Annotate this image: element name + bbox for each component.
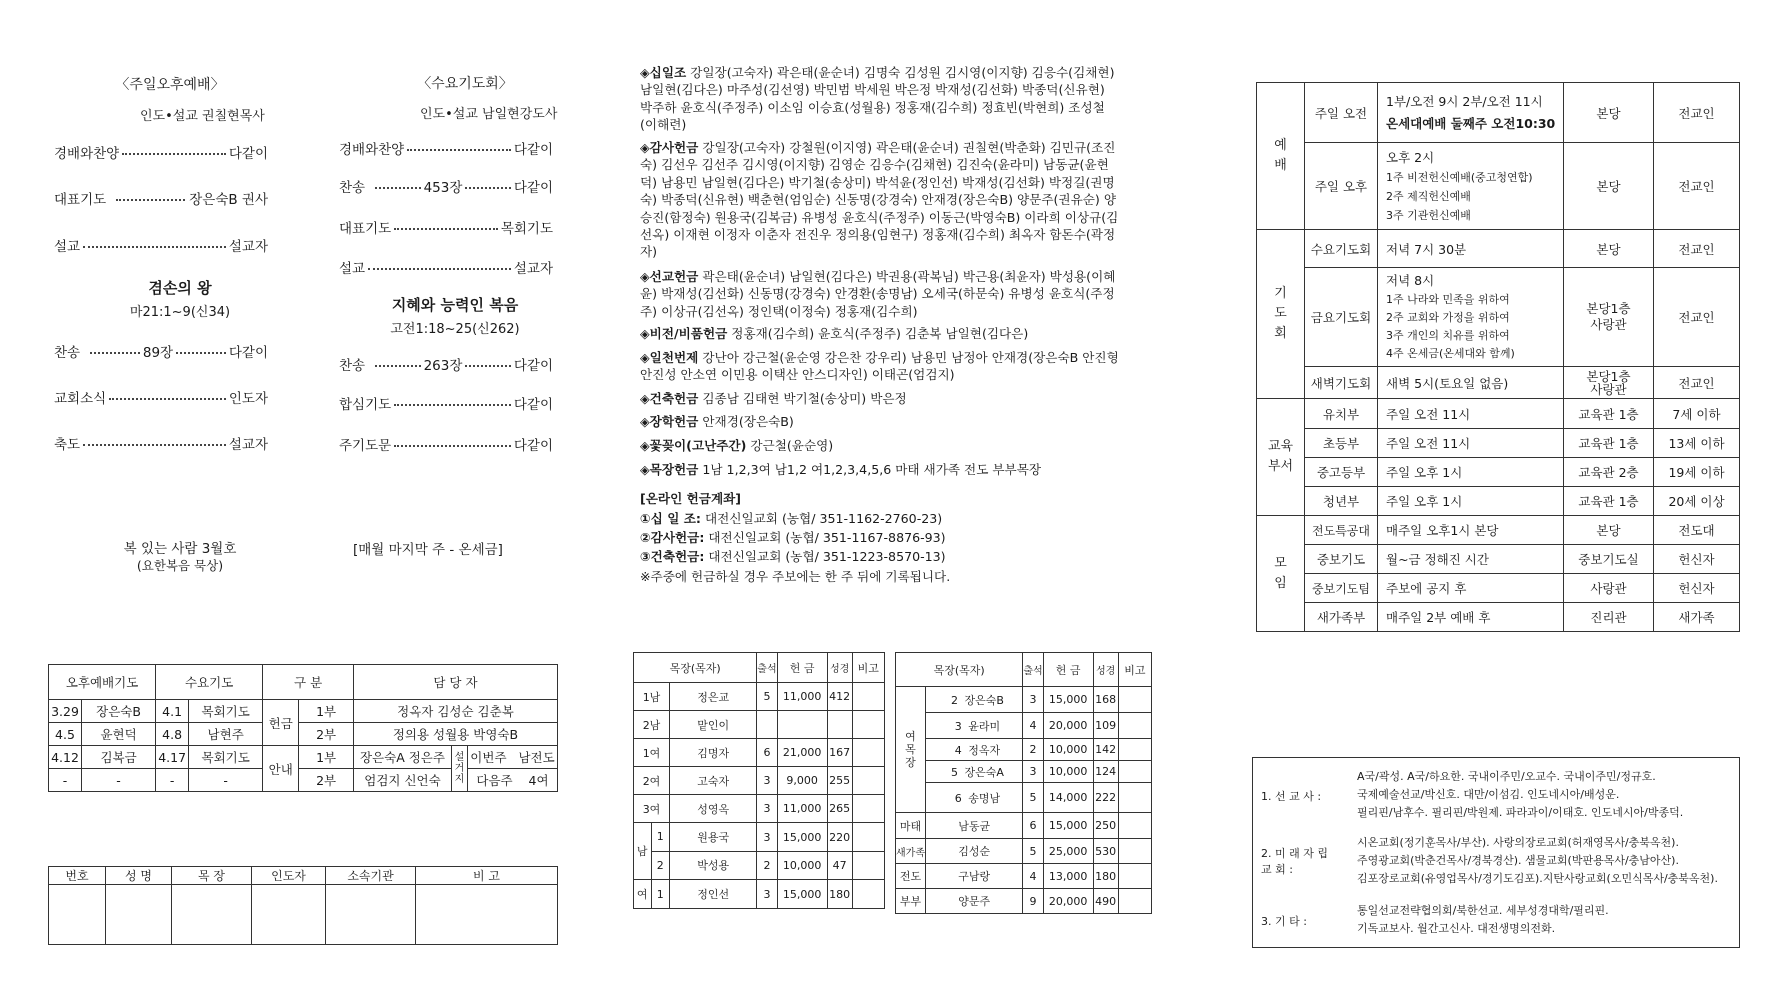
wednesday-row-hymn2: 찬송 263장 다같이 (339, 358, 553, 374)
missions-label-3: 3. 기 타 : (1261, 915, 1307, 928)
blessed-title: 복 있는 사람 3월호 (123, 541, 237, 557)
offering-vision: ◈비전/비품헌금 정홍재(김수희) 윤호식(주정주) 김춘복 남일현(김다은) (640, 326, 1029, 341)
wednesday-row-sermon: 설교 설교자 (339, 261, 553, 277)
online-account-3: ③건축헌금: 대전신일교회 (농협/ 351-1223-8570-13) (640, 549, 946, 564)
online-account-2: ②감사헌금: 대전신일교회 (농협/ 351-1167-8876-93) (640, 530, 946, 545)
missions-box (1252, 757, 1740, 948)
wednesday-title: 〈수요기도회〉 (417, 76, 513, 92)
sunday-pm-title: 〈주일오후예배〉 (115, 77, 225, 93)
online-account-1: ①십 일 조: 대전신일교회 (농협/ 351-1162-2760-23) (640, 511, 943, 526)
offering-thanks: ◈감사헌금 강일장(고숙자) 강철원(이지영) 곽은태(윤순녀) 권칠현(박춘화) 김민규(조진숙) 김선우 김선주 김시영(이지향) 김영순 김응수(김채현) 김진숙(윤라미) 남동균(윤현덕) 남용민 남일현(김다은) 박기철(송상미) 박석윤(정인선) 박재성(김선화) 박정길(권명숙) 박종덕(신유현) 백춘현(엄임순) 신동명(강경숙) 안재경(장은숙B) 양문주(권유순) 양승진(함정숙) 원용국(김복금) 유병성 윤호식(주정주) 이동근(박영숙B) 이라희 이상규(김선옥) 이재현 이정자 이춘자 전진우 정의용(임현구) 정홍재(김수희) 최옥자 함돈수(곽정자) (640, 140, 1119, 260)
sunday-pm-row-news: 교회소식 인도자 (54, 391, 268, 407)
sunday-pm-sermon-title: 겸손의 왕 (148, 279, 212, 297)
wednesday-leader: 인도•설교 남일현강도사 (420, 107, 558, 122)
missions-list-3: 통일선교전략협의회/북한선교. 세부성경대학/필리핀. 기독교보사. 월간고신사. 대전생명의전화. (1357, 904, 1609, 935)
offering-scholarship: ◈장학헌금 안재경(장은숙B) (640, 414, 794, 429)
month-end-note: [매월 마지막 주 - 온세금] (353, 542, 503, 558)
duty-table: 오후예배기도 수요기도 구 분 담 당 자 3.29 장은숙B 4.1 목회기도 헌금 1부 정옥자 김성순 김춘복 4.5 윤현덕 4.8 남현주 2부 정의용 성월용 박영숙B 4.12 김복금 4.17 목회기도 안내 1부 장은숙A 정은주 설거지 이번주 남전도 - - - - 2부 엄검지 신언숙 다음주 4여 (48, 664, 558, 792)
offering-one-per: ◈일천번제 강난아 강근철(윤순영 강은찬 강우리) 남용민 남정아 안재경(장은숙B 안진형 안진성 안소연 이민용 이택산 안스디자인) 이태곤(엄검지) (640, 350, 1119, 383)
sunday-pm-row-benediction: 축도 설교자 (54, 437, 268, 453)
online-title: [온라인 헌금계좌] (640, 491, 742, 506)
offering-tithe: ◈십일조 강일장(고숙자) 곽은태(윤순녀) 김명숙 김성원 김시영(이지향) 김응수(김채현) 남일현(김다은) 마주성(김선영) 박민범 박세원 박은정 박재성(김선화) 박종덕(신유현) 박주하 윤호식(주정주) 이소임 이승효(성월용) 정홍재(김수희) 정효빈(박현희) 조성철(이해련) (640, 65, 1115, 133)
offering-mission: ◈선교헌금 곽은태(윤순녀) 남일현(김다은) 박권용(곽복님) 박근용(최윤자) 박성용(이혜윤) 박재성(김선화) 신동명(강경숙) 안경환(송명남) 오세국(하문숙) 유병성 윤호식(주정주) 이상규(김선옥) 정인택(이정숙) 정홍재(김수희) (640, 269, 1116, 319)
wednesday-row-together: 합심기도 다같이 (339, 397, 553, 413)
schedule-table: 예 배 주일 오전 1부/오전 9시 2부/오전 11시 온세대예배 둘째주 오전10:30 본당 전교인 주일 오후 오후 2시 1주 비전헌신예배(중고청연합) 2주 제직헌신예배 3주 기관헌신예배 본당 전교인 기 도 회 수요기도회 저녁 7시 30분 본당 전교인 금요기도회 저녁 8시 1주 나라와 민족을 위하여 2주 교회와 가정을 위하여 3주 개인의 치유를 위하여 4주 온세금(온세대와 함께) 본당1층 사랑관 전교인 새벽기도회 새벽 5시(토요일 없음) 본당1층 사랑관 전교인 교육 부서 유치부 주일 오전 11시 교육관 1층 7세 이하 초등부 주일 오전 11시 교육관 1층 13세 이하 중고등부 주일 오후 1시 교육관 2층 19세 이하 청년부 주일 오후 1시 교육관 1층 20세 이상 모 임 전도특공대 매주일 오후1시 본당 본당 전도대 중보기도 월~금 정해진 시간 중보기도실 헌신자 중보기도팀 주보에 공지 후 사랑관 헌신자 새가족부 매주일 2부 예배 후 진리관 새가족 (1256, 82, 1740, 632)
cell-table-1: 목장(목자) 출석 헌 금 성경 비고 1남 정은교 5 11,000 412 2남 맡인이 1여 김명자 6 21,000 167 2여 고숙자 3 9,000 255 3여 성영옥 3 11,000 265 남 1 2 원용국 박성용 3 2 15,000 10,000 220 47 여 1 정인선 3 15,000 180 (633, 652, 885, 909)
missions-list-2: 시온교회(정기훈목사/부산). 사랑의장로교회(허재영목사/충북옥천). 주영광교회(박춘건목사/경북경산). 샘물교회(박판용목사/충남아산). 김포장로교회(유영업목사/경기도김포).지탄사랑교회(오민식목사/충북옥천). (1357, 836, 1718, 885)
wednesday-sermon-title: 지혜와 능력인 복음 (391, 296, 519, 314)
offering-flower: ◈꽃꽂이(고난주간) 강근철(윤순영) (640, 438, 834, 453)
wednesday-sermon-ref: 고전1:18~25(신262) (390, 322, 520, 337)
sunday-pm-row-prayer: 대표기도 장은숙B 권사 (54, 192, 268, 208)
offering-cell: ◈목장헌금 1남 1,2,3여 남1,2 여1,2,3,4,5,6 마태 새가족 전도 부부목장 (640, 462, 1042, 477)
missions-label-1: 1. 선 교 사 : (1261, 790, 1322, 803)
wednesday-row-hymn1: 찬송 453장 다같이 (339, 180, 553, 196)
wednesday-row-lordsprayer: 주기도문 다같이 (339, 438, 553, 454)
sunday-pm-row-hymn: 찬송 89장 다같이 (54, 345, 269, 361)
sunday-pm-row-praise: 경배와찬양 다같이 (54, 146, 268, 162)
sunday-pm-sermon-ref: 마21:1~9(신34) (129, 305, 231, 320)
offering-building: ◈건축헌금 김종남 김태현 박기철(송상미) 박은정 (640, 391, 907, 406)
missions-list-1: A국/곽성. A국/하요한. 국내이주민/오교수. 국내이주민/정규호. 국제예술선교/박신호. 대만/이섬김. 인도네시아/배성운. 필리핀/남후수. 필리핀/박원제. 파라과이/이태호. 인도네시아/박종덕. (1357, 770, 1684, 819)
cell-table-2: 목장(목자) 출석 헌 금 성경 비고 여목장 2 장은숙B 3 15,000 168 3 윤라미 4 20,000 109 4 정옥자 2 10,000 142 5 장은숙A 3 10,000 124 6 송명남 5 14,000 222 마태 남동균 6 15,000 250 새가족 김성순 5 25,000 530 전도 구남랑 4 13,000 180 부부 양문주 9 20,000 490 (895, 652, 1152, 914)
wednesday-row-prayer: 대표기도 목회기도 (339, 221, 553, 237)
newcomer-table: 번호 성 명 목 장 인도자 소속기관 비 고 (48, 866, 558, 945)
online-note: ※주중에 헌금하실 경우 주보에는 한 주 뒤에 기록됩니다. (640, 569, 951, 584)
missions-label-2: 2. 미 래 자 립 교 회 : (1261, 847, 1328, 876)
sunday-pm-row-sermon: 설교 설교자 (54, 239, 268, 255)
sunday-pm-leader: 인도•설교 권칠현목사 (140, 109, 265, 124)
wednesday-row-praise: 경배와찬양 다같이 (339, 142, 553, 158)
blessed-subtitle: (요한복음 묵상) (136, 558, 224, 573)
